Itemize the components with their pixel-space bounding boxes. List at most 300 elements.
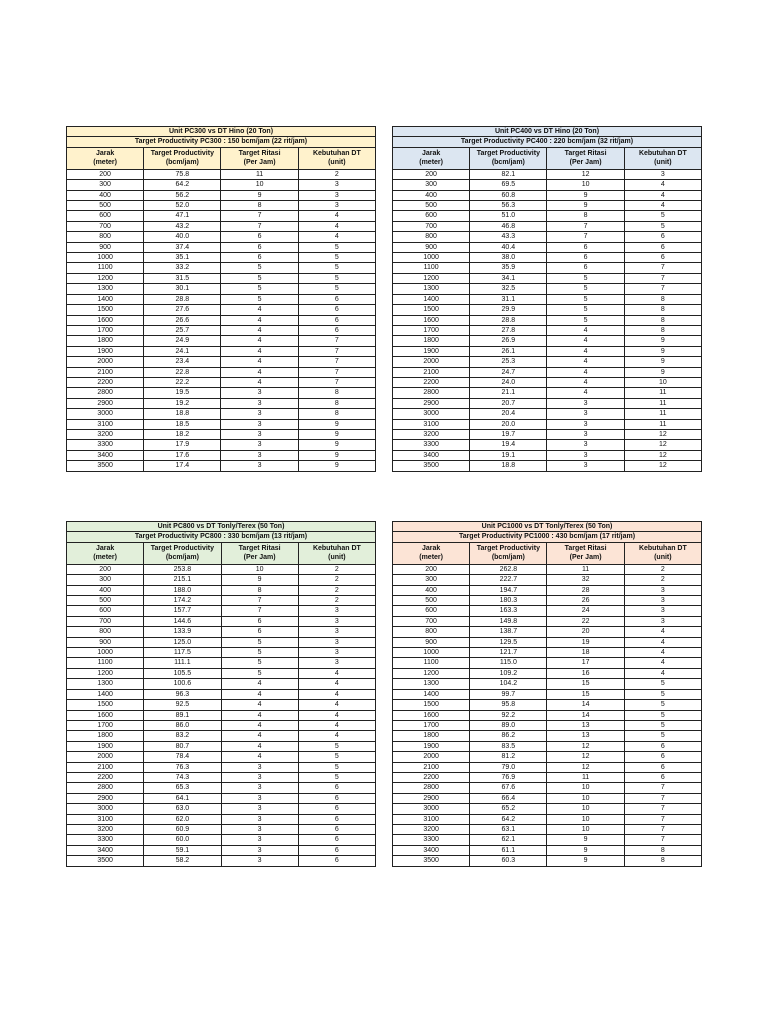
cell-kebutuhan: 5 bbox=[624, 679, 701, 689]
cell-kebutuhan: 8 bbox=[624, 845, 701, 855]
table-row bbox=[67, 440, 376, 450]
cell-productivity: 253.8 bbox=[144, 564, 221, 574]
cell-kebutuhan: 4 bbox=[624, 648, 701, 658]
cell-kebutuhan: 4 bbox=[298, 710, 375, 720]
cell-ritasi: 5 bbox=[221, 284, 298, 294]
column-header-line1: Target Ritasi bbox=[238, 545, 281, 553]
cell-kebutuhan: 4 bbox=[298, 211, 375, 221]
cell-productivity: 89.0 bbox=[470, 720, 547, 730]
cell-kebutuhan: 3 bbox=[624, 606, 701, 616]
table-pc400 bbox=[392, 126, 702, 472]
column-header bbox=[393, 147, 470, 169]
cell-jarak: 2800 bbox=[393, 388, 470, 398]
cell-productivity: 18.8 bbox=[470, 461, 547, 471]
cell-productivity: 60.8 bbox=[470, 190, 547, 200]
table-row bbox=[67, 668, 376, 678]
table-row bbox=[67, 273, 376, 283]
cell-jarak: 700 bbox=[67, 221, 144, 231]
column-header-line2: (unit) bbox=[654, 159, 672, 167]
cell-kebutuhan: 8 bbox=[624, 315, 701, 325]
table-row bbox=[67, 325, 376, 335]
table-row bbox=[67, 575, 376, 585]
cell-kebutuhan: 7 bbox=[624, 824, 701, 834]
cell-kebutuhan: 10 bbox=[624, 377, 701, 387]
cell-productivity: 86.0 bbox=[144, 720, 221, 730]
cell-kebutuhan: 6 bbox=[298, 814, 375, 824]
table-row bbox=[67, 409, 376, 419]
cell-kebutuhan: 3 bbox=[298, 637, 375, 647]
cell-kebutuhan: 7 bbox=[298, 346, 375, 356]
cell-jarak: 1700 bbox=[393, 720, 470, 730]
cell-productivity: 32.5 bbox=[470, 284, 547, 294]
cell-kebutuhan: 4 bbox=[624, 201, 701, 211]
table-row bbox=[393, 585, 702, 595]
cell-jarak: 400 bbox=[393, 585, 470, 595]
cell-jarak: 1100 bbox=[67, 263, 144, 273]
cell-productivity: 215.1 bbox=[144, 575, 221, 585]
column-header-line1: Target Productivity bbox=[150, 150, 214, 158]
cell-ritasi: 5 bbox=[547, 294, 624, 304]
cell-kebutuhan: 4 bbox=[624, 637, 701, 647]
table-row bbox=[393, 284, 702, 294]
cell-ritasi: 3 bbox=[221, 845, 298, 855]
table-title: Unit PC300 vs DT Hino (20 Ton) bbox=[67, 127, 376, 137]
table-row bbox=[393, 793, 702, 803]
cell-ritasi: 13 bbox=[547, 731, 624, 741]
cell-jarak: 1200 bbox=[393, 668, 470, 678]
cell-kebutuhan: 6 bbox=[298, 305, 375, 315]
cell-ritasi: 4 bbox=[221, 377, 298, 387]
cell-productivity: 62.1 bbox=[470, 835, 547, 845]
cell-productivity: 21.1 bbox=[470, 388, 547, 398]
cell-kebutuhan: 9 bbox=[298, 419, 375, 429]
cell-jarak: 300 bbox=[393, 575, 470, 585]
table-row bbox=[393, 450, 702, 460]
table-row bbox=[67, 679, 376, 689]
cell-ritasi: 9 bbox=[221, 575, 298, 585]
cell-kebutuhan: 3 bbox=[298, 606, 375, 616]
cell-ritasi: 4 bbox=[221, 689, 298, 699]
cell-kebutuhan: 8 bbox=[298, 409, 375, 419]
cell-kebutuhan: 3 bbox=[298, 616, 375, 626]
cell-kebutuhan: 4 bbox=[298, 221, 375, 231]
table-row bbox=[393, 783, 702, 793]
cell-productivity: 38.0 bbox=[470, 253, 547, 263]
cell-ritasi: 3 bbox=[547, 440, 624, 450]
table-row bbox=[67, 242, 376, 252]
cell-productivity: 99.7 bbox=[470, 689, 547, 699]
cell-kebutuhan: 6 bbox=[298, 824, 375, 834]
column-header-line1: Target Productivity bbox=[476, 150, 540, 158]
cell-jarak: 3000 bbox=[67, 804, 144, 814]
cell-jarak: 1300 bbox=[393, 284, 470, 294]
cell-productivity: 56.3 bbox=[470, 201, 547, 211]
cell-jarak: 3000 bbox=[393, 804, 470, 814]
table-row bbox=[67, 564, 376, 574]
cell-ritasi: 32 bbox=[547, 575, 624, 585]
cell-jarak: 1000 bbox=[393, 648, 470, 658]
cell-kebutuhan: 4 bbox=[624, 180, 701, 190]
cell-jarak: 3400 bbox=[393, 450, 470, 460]
cell-productivity: 26.9 bbox=[470, 336, 547, 346]
cell-ritasi: 3 bbox=[221, 450, 298, 460]
cell-productivity: 83.5 bbox=[470, 741, 547, 751]
cell-kebutuhan: 7 bbox=[624, 804, 701, 814]
cell-productivity: 40.4 bbox=[470, 242, 547, 252]
cell-ritasi: 3 bbox=[547, 419, 624, 429]
cell-kebutuhan: 6 bbox=[624, 772, 701, 782]
column-header-line2: (meter) bbox=[93, 159, 117, 167]
table-row bbox=[67, 263, 376, 273]
table-row bbox=[67, 658, 376, 668]
column-header-line1: Jarak bbox=[95, 545, 115, 553]
column-header bbox=[470, 542, 547, 564]
cell-jarak: 400 bbox=[67, 190, 144, 200]
table-row bbox=[67, 429, 376, 439]
cell-kebutuhan: 5 bbox=[298, 242, 375, 252]
cell-kebutuhan: 2 bbox=[298, 564, 375, 574]
cell-productivity: 47.1 bbox=[144, 211, 221, 221]
cell-kebutuhan: 11 bbox=[624, 388, 701, 398]
cell-ritasi: 6 bbox=[547, 253, 624, 263]
cell-jarak: 800 bbox=[393, 627, 470, 637]
cell-productivity: 25.7 bbox=[144, 325, 221, 335]
column-header-line2: (unit) bbox=[328, 159, 346, 167]
cell-productivity: 92.5 bbox=[144, 700, 221, 710]
table-row bbox=[67, 377, 376, 387]
cell-ritasi: 3 bbox=[547, 429, 624, 439]
cell-ritasi: 7 bbox=[221, 221, 298, 231]
table-row bbox=[393, 824, 702, 834]
cell-kebutuhan: 5 bbox=[624, 710, 701, 720]
cell-productivity: 19.5 bbox=[144, 388, 221, 398]
cell-productivity: 27.6 bbox=[144, 305, 221, 315]
column-header-line1: Target Ritasi bbox=[564, 545, 607, 553]
cell-productivity: 24.1 bbox=[144, 346, 221, 356]
cell-jarak: 500 bbox=[393, 596, 470, 606]
table-row bbox=[393, 211, 702, 221]
cell-jarak: 700 bbox=[67, 616, 144, 626]
table-row bbox=[393, 336, 702, 346]
cell-jarak: 3500 bbox=[67, 461, 144, 471]
cell-jarak: 1400 bbox=[67, 689, 144, 699]
cell-jarak: 3400 bbox=[67, 450, 144, 460]
cell-ritasi: 6 bbox=[221, 242, 298, 252]
cell-kebutuhan: 7 bbox=[624, 263, 701, 273]
table-row bbox=[393, 845, 702, 855]
table-row bbox=[393, 325, 702, 335]
cell-productivity: 24.9 bbox=[144, 336, 221, 346]
cell-productivity: 19.7 bbox=[470, 429, 547, 439]
table-row bbox=[393, 627, 702, 637]
table-row bbox=[393, 346, 702, 356]
cell-productivity: 60.3 bbox=[470, 856, 547, 866]
cell-productivity: 27.8 bbox=[470, 325, 547, 335]
cell-jarak: 1000 bbox=[393, 253, 470, 263]
cell-jarak: 1400 bbox=[393, 689, 470, 699]
cell-productivity: 24.7 bbox=[470, 367, 547, 377]
column-header bbox=[624, 147, 701, 169]
cell-kebutuhan: 6 bbox=[624, 762, 701, 772]
cell-kebutuhan: 6 bbox=[298, 325, 375, 335]
cell-ritasi: 14 bbox=[547, 710, 624, 720]
column-header-line1: Kebutuhan DT bbox=[638, 545, 687, 553]
cell-ritasi: 10 bbox=[547, 804, 624, 814]
table-pc800 bbox=[66, 521, 376, 867]
cell-productivity: 262.8 bbox=[470, 564, 547, 574]
cell-productivity: 46.8 bbox=[470, 221, 547, 231]
cell-ritasi: 3 bbox=[221, 824, 298, 834]
cell-productivity: 24.0 bbox=[470, 377, 547, 387]
table-row bbox=[67, 689, 376, 699]
column-header-line1: Kebutuhan DT bbox=[638, 150, 687, 158]
column-header bbox=[298, 542, 375, 564]
cell-ritasi: 13 bbox=[547, 720, 624, 730]
column-header bbox=[470, 147, 547, 169]
cell-jarak: 1700 bbox=[67, 720, 144, 730]
cell-jarak: 3300 bbox=[67, 835, 144, 845]
column-header bbox=[144, 542, 221, 564]
column-header-line2: (Per Jam) bbox=[243, 554, 276, 562]
cell-jarak: 1600 bbox=[67, 315, 144, 325]
cell-ritasi: 4 bbox=[547, 377, 624, 387]
cell-kebutuhan: 12 bbox=[624, 429, 701, 439]
cell-kebutuhan: 8 bbox=[624, 325, 701, 335]
cell-jarak: 500 bbox=[393, 201, 470, 211]
table-row bbox=[67, 845, 376, 855]
table-row bbox=[67, 804, 376, 814]
table-row bbox=[393, 752, 702, 762]
cell-kebutuhan: 7 bbox=[624, 783, 701, 793]
cell-jarak: 1300 bbox=[67, 284, 144, 294]
column-header-line2: (meter) bbox=[93, 554, 117, 562]
cell-jarak: 2100 bbox=[393, 367, 470, 377]
cell-jarak: 2900 bbox=[393, 793, 470, 803]
cell-productivity: 80.7 bbox=[144, 741, 221, 751]
cell-jarak: 1200 bbox=[393, 273, 470, 283]
cell-kebutuhan: 6 bbox=[298, 783, 375, 793]
table-row bbox=[67, 461, 376, 471]
cell-productivity: 121.7 bbox=[470, 648, 547, 658]
table-row bbox=[67, 720, 376, 730]
cell-ritasi: 4 bbox=[221, 731, 298, 741]
cell-ritasi: 3 bbox=[221, 856, 298, 866]
column-header-line2: (bcm/jam) bbox=[165, 554, 199, 562]
cell-productivity: 17.9 bbox=[144, 440, 221, 450]
cell-ritasi: 10 bbox=[547, 180, 624, 190]
cell-productivity: 104.2 bbox=[470, 679, 547, 689]
cell-productivity: 62.0 bbox=[144, 814, 221, 824]
cell-ritasi: 19 bbox=[547, 637, 624, 647]
table-row bbox=[393, 409, 702, 419]
cell-kebutuhan: 3 bbox=[298, 190, 375, 200]
cell-ritasi: 3 bbox=[547, 398, 624, 408]
cell-productivity: 43.3 bbox=[470, 232, 547, 242]
cell-productivity: 35.1 bbox=[144, 253, 221, 263]
cell-ritasi: 16 bbox=[547, 668, 624, 678]
table-pc300 bbox=[66, 126, 376, 472]
cell-productivity: 111.1 bbox=[144, 658, 221, 668]
table-row bbox=[393, 273, 702, 283]
cell-jarak: 1100 bbox=[393, 658, 470, 668]
table-row bbox=[393, 575, 702, 585]
cell-jarak: 3400 bbox=[393, 845, 470, 855]
cell-kebutuhan: 7 bbox=[624, 793, 701, 803]
cell-productivity: 65.2 bbox=[470, 804, 547, 814]
cell-jarak: 3100 bbox=[67, 814, 144, 824]
table-row bbox=[393, 700, 702, 710]
cell-productivity: 89.1 bbox=[144, 710, 221, 720]
column-header-line2: (bcm/jam) bbox=[165, 159, 199, 167]
cell-ritasi: 9 bbox=[547, 201, 624, 211]
cell-ritasi: 3 bbox=[221, 440, 298, 450]
cell-ritasi: 4 bbox=[221, 325, 298, 335]
cell-ritasi: 8 bbox=[547, 211, 624, 221]
cell-ritasi: 4 bbox=[221, 346, 298, 356]
table-row bbox=[67, 585, 376, 595]
cell-productivity: 37.4 bbox=[144, 242, 221, 252]
table-row bbox=[67, 616, 376, 626]
table-row bbox=[393, 419, 702, 429]
cell-ritasi: 7 bbox=[547, 221, 624, 231]
cell-kebutuhan: 2 bbox=[298, 596, 375, 606]
cell-ritasi: 5 bbox=[547, 273, 624, 283]
cell-jarak: 2800 bbox=[67, 388, 144, 398]
cell-ritasi: 6 bbox=[221, 232, 298, 242]
cell-jarak: 800 bbox=[393, 232, 470, 242]
cell-productivity: 17.6 bbox=[144, 450, 221, 460]
cell-ritasi: 3 bbox=[221, 783, 298, 793]
cell-kebutuhan: 4 bbox=[624, 668, 701, 678]
cell-kebutuhan: 2 bbox=[298, 575, 375, 585]
column-header-line2: (Per Jam) bbox=[569, 554, 602, 562]
cell-jarak: 500 bbox=[67, 201, 144, 211]
cell-kebutuhan: 6 bbox=[298, 835, 375, 845]
cell-productivity: 222.7 bbox=[470, 575, 547, 585]
table-row bbox=[67, 752, 376, 762]
cell-ritasi: 6 bbox=[221, 616, 298, 626]
table-row bbox=[67, 367, 376, 377]
column-header bbox=[144, 147, 221, 169]
cell-productivity: 28.8 bbox=[470, 315, 547, 325]
column-header bbox=[221, 147, 298, 169]
cell-jarak: 2200 bbox=[67, 772, 144, 782]
cell-productivity: 30.1 bbox=[144, 284, 221, 294]
column-header bbox=[298, 147, 375, 169]
cell-ritasi: 17 bbox=[547, 658, 624, 668]
cell-ritasi: 5 bbox=[221, 637, 298, 647]
cell-productivity: 81.2 bbox=[470, 752, 547, 762]
cell-ritasi: 5 bbox=[547, 305, 624, 315]
cell-jarak: 1000 bbox=[67, 648, 144, 658]
table-title: Unit PC800 vs DT Tonly/Terex (50 Ton) bbox=[67, 522, 376, 532]
cell-jarak: 1700 bbox=[393, 325, 470, 335]
cell-productivity: 33.2 bbox=[144, 263, 221, 273]
cell-kebutuhan: 4 bbox=[298, 700, 375, 710]
cell-kebutuhan: 8 bbox=[298, 388, 375, 398]
cell-productivity: 29.9 bbox=[470, 305, 547, 315]
cell-productivity: 26.6 bbox=[144, 315, 221, 325]
cell-jarak: 3300 bbox=[393, 835, 470, 845]
cell-kebutuhan: 3 bbox=[298, 180, 375, 190]
table-row bbox=[67, 741, 376, 751]
cell-jarak: 400 bbox=[393, 190, 470, 200]
cell-ritasi: 3 bbox=[221, 793, 298, 803]
table-row bbox=[393, 731, 702, 741]
cell-productivity: 100.6 bbox=[144, 679, 221, 689]
cell-jarak: 1100 bbox=[67, 658, 144, 668]
cell-jarak: 2000 bbox=[67, 357, 144, 367]
cell-ritasi: 11 bbox=[547, 772, 624, 782]
cell-kebutuhan: 8 bbox=[624, 305, 701, 315]
cell-productivity: 23.4 bbox=[144, 357, 221, 367]
cell-jarak: 2800 bbox=[393, 783, 470, 793]
table-title: Unit PC1000 vs DT Tonly/Terex (50 Ton) bbox=[393, 522, 702, 532]
cell-jarak: 500 bbox=[67, 596, 144, 606]
cell-jarak: 2200 bbox=[393, 772, 470, 782]
cell-kebutuhan: 7 bbox=[624, 284, 701, 294]
cell-ritasi: 4 bbox=[547, 367, 624, 377]
cell-productivity: 40.0 bbox=[144, 232, 221, 242]
cell-ritasi: 10 bbox=[221, 180, 298, 190]
cell-ritasi: 4 bbox=[547, 346, 624, 356]
cell-ritasi: 5 bbox=[221, 648, 298, 658]
cell-jarak: 3000 bbox=[67, 409, 144, 419]
cell-jarak: 200 bbox=[67, 564, 144, 574]
table-row bbox=[393, 263, 702, 273]
cell-ritasi: 3 bbox=[221, 388, 298, 398]
table-row bbox=[393, 201, 702, 211]
cell-jarak: 2100 bbox=[393, 762, 470, 772]
cell-ritasi: 6 bbox=[221, 627, 298, 637]
cell-ritasi: 5 bbox=[221, 263, 298, 273]
cell-kebutuhan: 4 bbox=[624, 627, 701, 637]
cell-ritasi: 3 bbox=[221, 772, 298, 782]
table-row bbox=[67, 814, 376, 824]
cell-kebutuhan: 12 bbox=[624, 461, 701, 471]
cell-ritasi: 6 bbox=[547, 242, 624, 252]
cell-ritasi: 12 bbox=[547, 762, 624, 772]
cell-ritasi: 4 bbox=[221, 710, 298, 720]
column-header bbox=[221, 542, 298, 564]
table-row bbox=[393, 741, 702, 751]
cell-kebutuhan: 7 bbox=[298, 367, 375, 377]
cell-ritasi: 20 bbox=[547, 627, 624, 637]
cell-kebutuhan: 6 bbox=[298, 793, 375, 803]
cell-kebutuhan: 5 bbox=[624, 720, 701, 730]
cell-productivity: 125.0 bbox=[144, 637, 221, 647]
cell-kebutuhan: 3 bbox=[624, 616, 701, 626]
cell-productivity: 60.0 bbox=[144, 835, 221, 845]
table-row bbox=[393, 710, 702, 720]
column-header bbox=[67, 542, 144, 564]
table-row bbox=[67, 627, 376, 637]
cell-jarak: 1800 bbox=[393, 731, 470, 741]
cell-jarak: 1100 bbox=[393, 263, 470, 273]
cell-kebutuhan: 3 bbox=[298, 648, 375, 658]
cell-productivity: 66.4 bbox=[470, 793, 547, 803]
cell-kebutuhan: 9 bbox=[298, 450, 375, 460]
column-header-line1: Kebutuhan DT bbox=[312, 545, 361, 553]
cell-ritasi: 7 bbox=[221, 211, 298, 221]
cell-ritasi: 9 bbox=[547, 190, 624, 200]
table-row bbox=[67, 294, 376, 304]
column-header-line1: Jarak bbox=[421, 150, 441, 158]
table-row bbox=[393, 835, 702, 845]
table-row bbox=[67, 596, 376, 606]
cell-ritasi: 3 bbox=[547, 450, 624, 460]
cell-productivity: 117.5 bbox=[144, 648, 221, 658]
